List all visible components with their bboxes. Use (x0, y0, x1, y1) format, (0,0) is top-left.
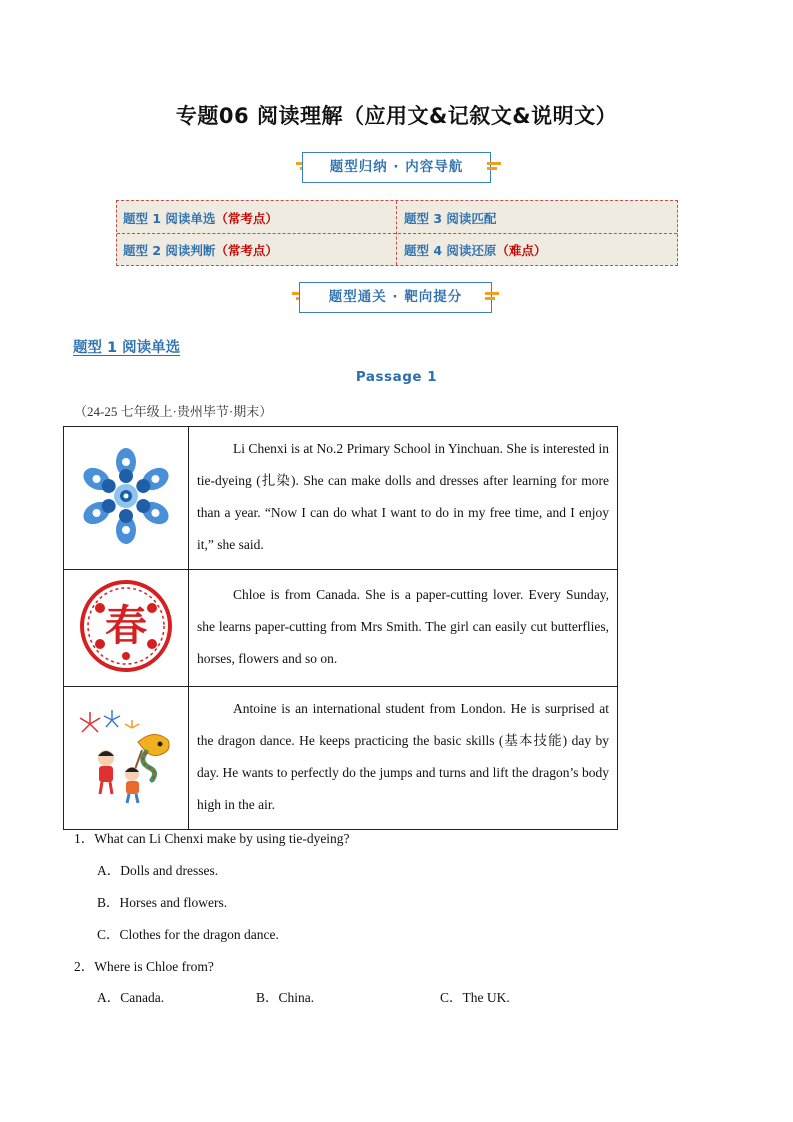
answer-option[interactable]: B．China. (256, 990, 315, 1005)
image-cell (64, 687, 189, 830)
passage-paragraph: Li Chenxi is at No.2 Primary School in Yinchuan. She is interested in tie-dyeing (扎染). She can make dolls and dresses after learning for more than a year. “Now I can do what I want to do in my free time, and I enjoy it,” she said. (197, 441, 609, 552)
answer-option[interactable]: A．Dolls and dresses. (97, 863, 219, 878)
answer-option[interactable]: A．Canada. (97, 990, 165, 1005)
question-stem: 1．What can Li Chenxi make by using tie-dyeing? (74, 831, 350, 846)
banner-deco-right-icon (487, 160, 501, 174)
image-cell (64, 570, 189, 687)
banner-deco-right-icon (485, 290, 499, 304)
paper-cut-glyph: 春 (104, 600, 148, 650)
answer-option[interactable]: C．Clothes for the dragon dance. (97, 927, 279, 942)
nav-item-type4[interactable]: 题型 4 阅读还原（难点） (404, 243, 547, 258)
image-cell (64, 427, 189, 570)
nav-item-type3[interactable]: 题型 3 阅读匹配 (404, 211, 497, 226)
nav-item-type2[interactable]: 题型 2 阅读判断（常考点） (123, 243, 278, 258)
page-title: 专题06 阅读理解（应用文&记叙文&说明文） (175, 104, 618, 128)
source-note: （24-25 七年级上·贵州毕节·期末） (74, 404, 273, 419)
banner-navigation: 题型归纳 · 内容导航 (302, 152, 491, 183)
question-stem: 2．Where is Chloe from? (74, 959, 214, 974)
section-heading[interactable]: 题型 1 阅读单选 (73, 340, 181, 356)
table-row (64, 570, 618, 687)
answer-option[interactable]: C．The UK. (440, 990, 510, 1005)
banner-practice: 题型通关 · 靶向提分 (299, 282, 492, 313)
content-navigation-table (116, 200, 678, 266)
dragon-dance-icon (76, 706, 176, 806)
table-row (64, 427, 618, 570)
tie-dye-pattern-icon (74, 444, 178, 548)
passage-text-cell (189, 687, 618, 830)
passage-table (63, 426, 618, 830)
passage-paragraph: Antoine is an international student from London. He is surprised at the dragon dance. He keeps practicing the basic skills (基本技能) day by day. He wants to perfectly do the jumps and turns and lift the dragon’s body high in the air. (197, 701, 609, 812)
passage-text-cell (189, 570, 618, 687)
passage-paragraph: Chloe is from Canada. She is a paper-cutting lover. Every Sunday, she learns paper-cutting from Mrs Smith. The girl can easily cut butterflies, horses, flowers and so on. (197, 587, 609, 666)
paper-cutting-icon (78, 578, 174, 674)
table-row (64, 687, 618, 830)
answer-option[interactable]: B．Horses and flowers. (97, 895, 228, 910)
passage-title: Passage 1 (355, 369, 438, 385)
passage-text-cell (189, 427, 618, 570)
nav-item-type1[interactable]: 题型 1 阅读单选（常考点） (123, 211, 278, 226)
